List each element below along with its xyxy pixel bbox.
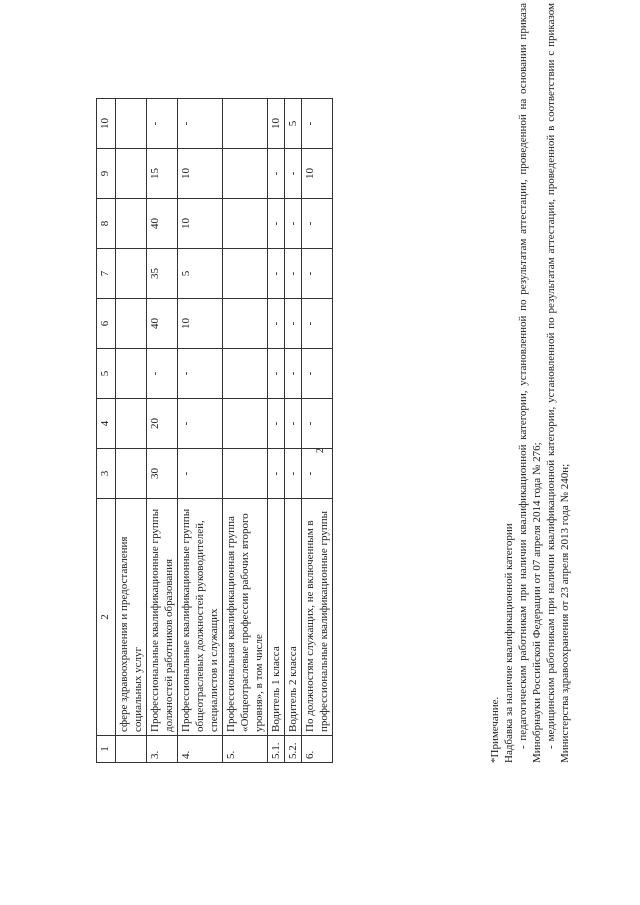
column-header-9: 9 — [97, 149, 116, 199]
cell: 35 — [147, 249, 178, 299]
row-number: 6. — [302, 736, 333, 763]
cell: - — [268, 449, 285, 499]
table-row — [178, 99, 223, 763]
cell — [116, 299, 147, 349]
row-number: 5.2. — [285, 736, 302, 763]
cell — [223, 249, 268, 299]
table-row — [147, 99, 178, 763]
cell — [116, 449, 147, 499]
row-number: 4. — [178, 736, 223, 763]
cell: - — [268, 149, 285, 199]
cell: 10 — [268, 99, 285, 149]
cell: - — [178, 449, 223, 499]
row-name: Профессиональные квалификационные группы должностей работников образования — [147, 499, 178, 736]
cell — [223, 199, 268, 249]
cell: 40 — [147, 199, 178, 249]
cell: - — [268, 299, 285, 349]
cell: - — [302, 99, 333, 149]
notes-heading: Надбавка за наличие квалификационной категории — [503, 523, 515, 763]
cell: - — [147, 99, 178, 149]
column-header-1: 1 — [97, 736, 116, 763]
page-number: 2 — [315, 448, 326, 453]
table-row — [268, 99, 285, 763]
table-row — [285, 99, 302, 763]
cell: - — [178, 99, 223, 149]
cell — [223, 349, 268, 399]
cell: - — [285, 249, 302, 299]
table-row — [116, 99, 147, 763]
row-name: сфере здравоохранения и предоставления социальных услуг — [116, 499, 147, 736]
row-name: Профессиональная квалификационная группа «Общеотраслевые профессии рабочих второго уровня», в том числе — [223, 499, 268, 736]
cell: 20 — [147, 399, 178, 449]
cell — [116, 249, 147, 299]
row-name: Водитель 2 класса — [285, 499, 302, 736]
notes-paragraph-teachers: - педагогическим работникам при наличии квалификационной категории, установленной по результатам аттестации, проведенной на основании приказа Минобрнауки Российской Федерации от 07 апреля 2014 года № 276; — [517, 3, 543, 763]
table-header-row — [97, 99, 116, 763]
cell: - — [302, 249, 333, 299]
cell: - — [285, 399, 302, 449]
cell: - — [302, 399, 333, 449]
cell: - — [285, 449, 302, 499]
column-header-6: 6 — [97, 299, 116, 349]
cell: 5 — [285, 99, 302, 149]
notes-block — [488, 3, 572, 763]
column-header-4: 4 — [97, 399, 116, 449]
rotated-content — [96, 3, 616, 763]
cell: - — [285, 199, 302, 249]
row-number: 3. — [147, 736, 178, 763]
cell: - — [285, 149, 302, 199]
notes-paragraph-medical: - медицинским работникам при наличии квалификационной категории, установленной по результатам аттестации, проведенной в соответствии с приказом Министерства здравоохранения от 23 апреля 2013 года № 240н; — [545, 3, 571, 763]
cell: - — [268, 349, 285, 399]
table-row — [223, 99, 268, 763]
cell: - — [178, 349, 223, 399]
cell: - — [302, 349, 333, 399]
cell: 10 — [178, 199, 223, 249]
cell: - — [178, 399, 223, 449]
cell — [116, 199, 147, 249]
row-number: 5.1. — [268, 736, 285, 763]
row-name: Водитель 1 класса — [268, 499, 285, 736]
row-name: Профессиональные квалификационные группы общеотраслевых должностей руководителей, специалистов и служащих — [178, 499, 223, 736]
column-header-7: 7 — [97, 249, 116, 299]
cell: 10 — [178, 149, 223, 199]
cell — [223, 299, 268, 349]
notes-asterisk: *Примечание. — [489, 696, 501, 763]
cell: - — [147, 349, 178, 399]
cell: - — [285, 349, 302, 399]
cell — [223, 99, 268, 149]
cell — [116, 99, 147, 149]
column-header-3: 3 — [97, 449, 116, 499]
cell: - — [302, 199, 333, 249]
row-number — [116, 736, 147, 763]
column-header-10: 10 — [97, 99, 116, 149]
cell: 5 — [178, 249, 223, 299]
cell: - — [268, 199, 285, 249]
allowance-table — [96, 98, 333, 763]
row-number: 5. — [223, 736, 268, 763]
cell: - — [302, 449, 333, 499]
cell: 30 — [147, 449, 178, 499]
cell — [223, 149, 268, 199]
cell: 40 — [147, 299, 178, 349]
column-header-2: 2 — [97, 499, 116, 736]
cell — [223, 449, 268, 499]
cell: 15 — [147, 149, 178, 199]
table-row — [302, 99, 333, 763]
cell — [116, 399, 147, 449]
cell — [116, 349, 147, 399]
column-header-5: 5 — [97, 349, 116, 399]
cell — [223, 399, 268, 449]
cell: - — [285, 299, 302, 349]
cell: - — [268, 399, 285, 449]
cell: - — [268, 249, 285, 299]
cell: - — [302, 299, 333, 349]
column-header-8: 8 — [97, 199, 116, 249]
row-name: По должностям служащих, не включенным в профессиональные квалификационные группы — [302, 499, 333, 736]
cell: 10 — [302, 149, 333, 199]
cell: 10 — [178, 299, 223, 349]
cell — [116, 149, 147, 199]
